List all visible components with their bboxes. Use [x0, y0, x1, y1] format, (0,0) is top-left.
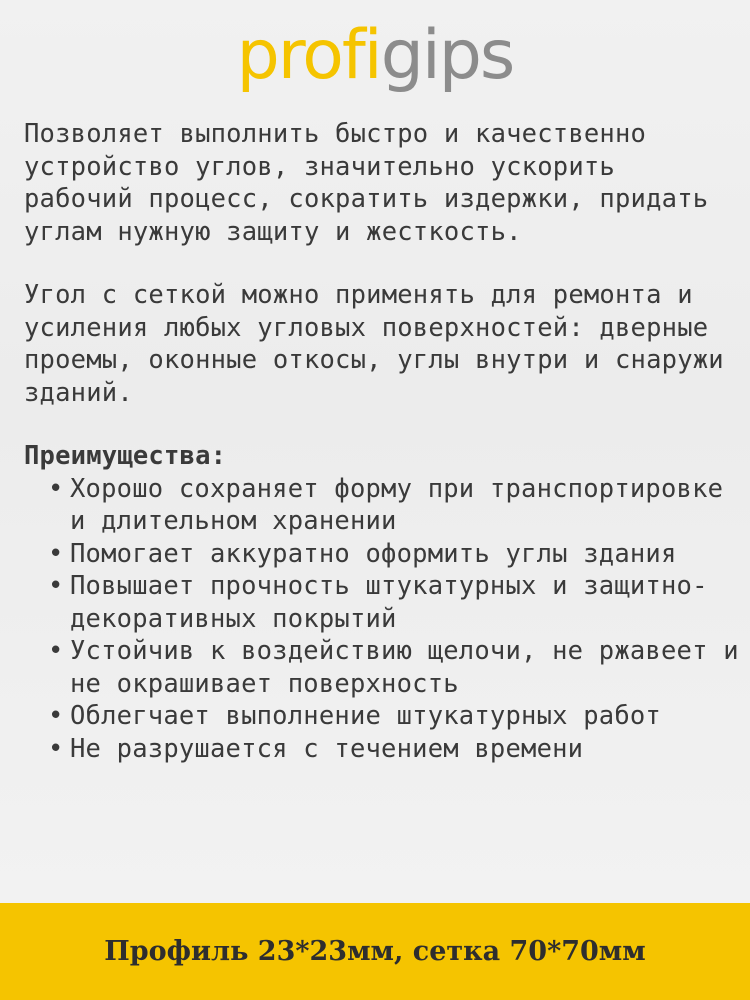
advantage-item: • Устойчив к воздействию щелочи, не ржавеет и не окрашивает поверхность: [24, 635, 739, 700]
description-paragraph-2: Угол с сеткой можно применять для ремонта и усиления любых угловых поверхностей: дверные проемы, оконные откосы, углы внутри и снаружи зданий.: [24, 280, 724, 408]
description-content: [24, 118, 739, 765]
advantage-item: • Помогает аккуратно оформить углы здания: [24, 538, 739, 571]
advantages-heading: Преимущества:: [24, 441, 227, 471]
logo-text-gips: gips: [380, 16, 514, 95]
advantage-item: • Не разрушается с течением времени: [24, 733, 739, 766]
description-paragraph-1: Позволяет выполнить быстро и качественно устройство углов, значительно ускорить рабочий процесс, сократить издержки, придать углам нужную защиту и жесткость.: [24, 119, 709, 247]
spec-footer-bar: [0, 903, 750, 1000]
logo-text-profi: profi: [236, 16, 381, 95]
brand-logo: [0, 16, 750, 95]
advantage-item: • Повышает прочность штукатурных и защитно-декоративных покрытий: [24, 570, 739, 635]
advantage-item: • Хорошо сохраняет форму при транспортировке и длительном хранении: [24, 473, 739, 538]
advantages-list: [24, 473, 739, 766]
spec-footer-text: Профиль 23*23мм, сетка 70*70мм: [104, 936, 646, 967]
advantage-item: • Облегчает выполнение штукатурных работ: [24, 700, 739, 733]
